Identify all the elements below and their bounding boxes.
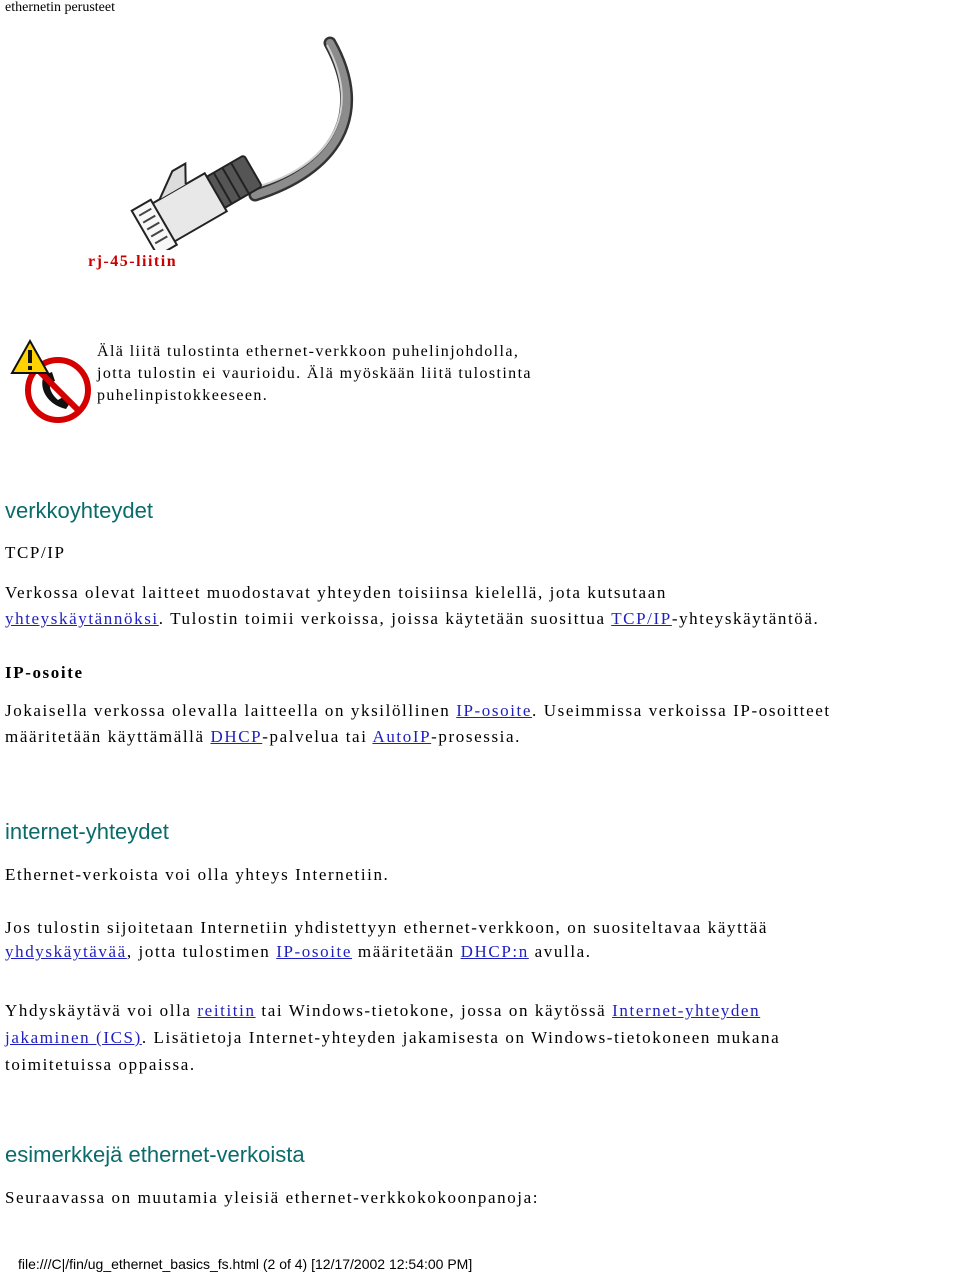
link-ip-address[interactable]: IP-osoite [456, 701, 533, 720]
text-span: . Lisätietoja Internet-yhteyden jakamisesta on Windows-tietokoneen mukana [141, 1028, 781, 1047]
warning-line: Älä liitä tulostinta ethernet-verkkoon puhelinjohdolla, [97, 343, 520, 360]
text-span: määritetään [352, 942, 461, 961]
paragraph-protocols [5, 580, 955, 632]
text-span: Jokaisella verkossa olevalla laitteella on yksilöllinen [5, 701, 457, 720]
link-dhcp[interactable]: DHCP [210, 727, 263, 746]
paragraph-ics [5, 997, 960, 1078]
paragraph-line [5, 940, 960, 964]
figure-caption: rj-45-liitin [88, 253, 178, 270]
page-title: ethernetin perusteet [5, 0, 116, 15]
paragraph-line: toimitetuissa oppaissa. [5, 1055, 196, 1074]
link-dhcp-2[interactable]: DHCP:n [460, 942, 529, 961]
paragraph-line [5, 698, 960, 724]
paragraph-internet-intro: Ethernet-verkoista voi olla yhteys Internetiin. [5, 865, 390, 884]
paragraph-examples-intro: Seuraavassa on muutamia yleisiä ethernet-verkkokokoonpanoja: [5, 1188, 540, 1207]
paragraph-line [5, 606, 955, 632]
link-ip-address-2[interactable]: IP-osoite [276, 942, 353, 961]
text-span: . Tulostin toimii verkoissa, joissa käytetään suosittua [158, 609, 612, 628]
paragraph-line: Jos tulostin sijoitetaan Internetiin yhdistettyyn ethernet-verkkoon, on suositeltavaa käyttää [5, 918, 769, 937]
paragraph-gateway [5, 916, 960, 964]
section-heading-network: verkkoyhteydet [5, 498, 153, 523]
text-span: Yhdyskäytävä voi olla [5, 1001, 198, 1020]
link-ics[interactable]: Internet-yhteyden [612, 1001, 761, 1020]
text-span: -prosessia. [431, 727, 521, 746]
subheading-ip-address: IP-osoite [5, 663, 84, 682]
text-span: . Useimmissa verkoissa IP-osoitteet [532, 701, 831, 720]
section-heading-examples: esimerkkejä ethernet-verkoista [5, 1142, 305, 1167]
warning-no-phone-icon [8, 337, 94, 425]
warning-line: jotta tulostin ei vaurioidu. Älä myöskään liitä tulostinta [97, 365, 532, 382]
text-span: tai Windows-tietokone, jossa on käytössä [255, 1001, 613, 1020]
text-span: , jotta tulostimen [126, 942, 277, 961]
subheading-tcp-ip: TCP/IP [5, 543, 66, 562]
link-router[interactable]: reititin [197, 1001, 256, 1020]
paragraph-line [5, 1024, 960, 1051]
link-protocol[interactable]: yhteyskäytännöksi [5, 609, 159, 628]
warning-text [97, 341, 532, 407]
text-span: määritetään käyttämällä [5, 727, 211, 746]
paragraph-line [5, 724, 960, 750]
rj45-cable-icon [95, 35, 375, 250]
warning-line: puhelinpistokkeeseen. [97, 387, 269, 404]
paragraph-line: Verkossa olevat laitteet muodostavat yhteyden toisiinsa kielellä, jota kutsutaan [5, 583, 667, 602]
paragraph-line [5, 997, 960, 1024]
paragraph-ip [5, 698, 960, 750]
link-ics-2[interactable]: jakaminen (ICS) [5, 1028, 142, 1047]
link-autoip[interactable]: AutoIP [372, 727, 432, 746]
link-gateway[interactable]: yhdyskäytävää [5, 942, 127, 961]
section-heading-internet: internet-yhteydet [5, 819, 169, 844]
text-span: avulla. [528, 942, 592, 961]
text-span: -palvelua tai [262, 727, 373, 746]
link-tcp-ip[interactable]: TCP/IP [611, 609, 672, 628]
footer-path: file:///C|/fin/ug_ethernet_basics_fs.html (2 of 4) [12/17/2002 12:54:00 PM] [18, 1256, 473, 1272]
text-span: -yhteyskäytäntöä. [671, 609, 820, 628]
